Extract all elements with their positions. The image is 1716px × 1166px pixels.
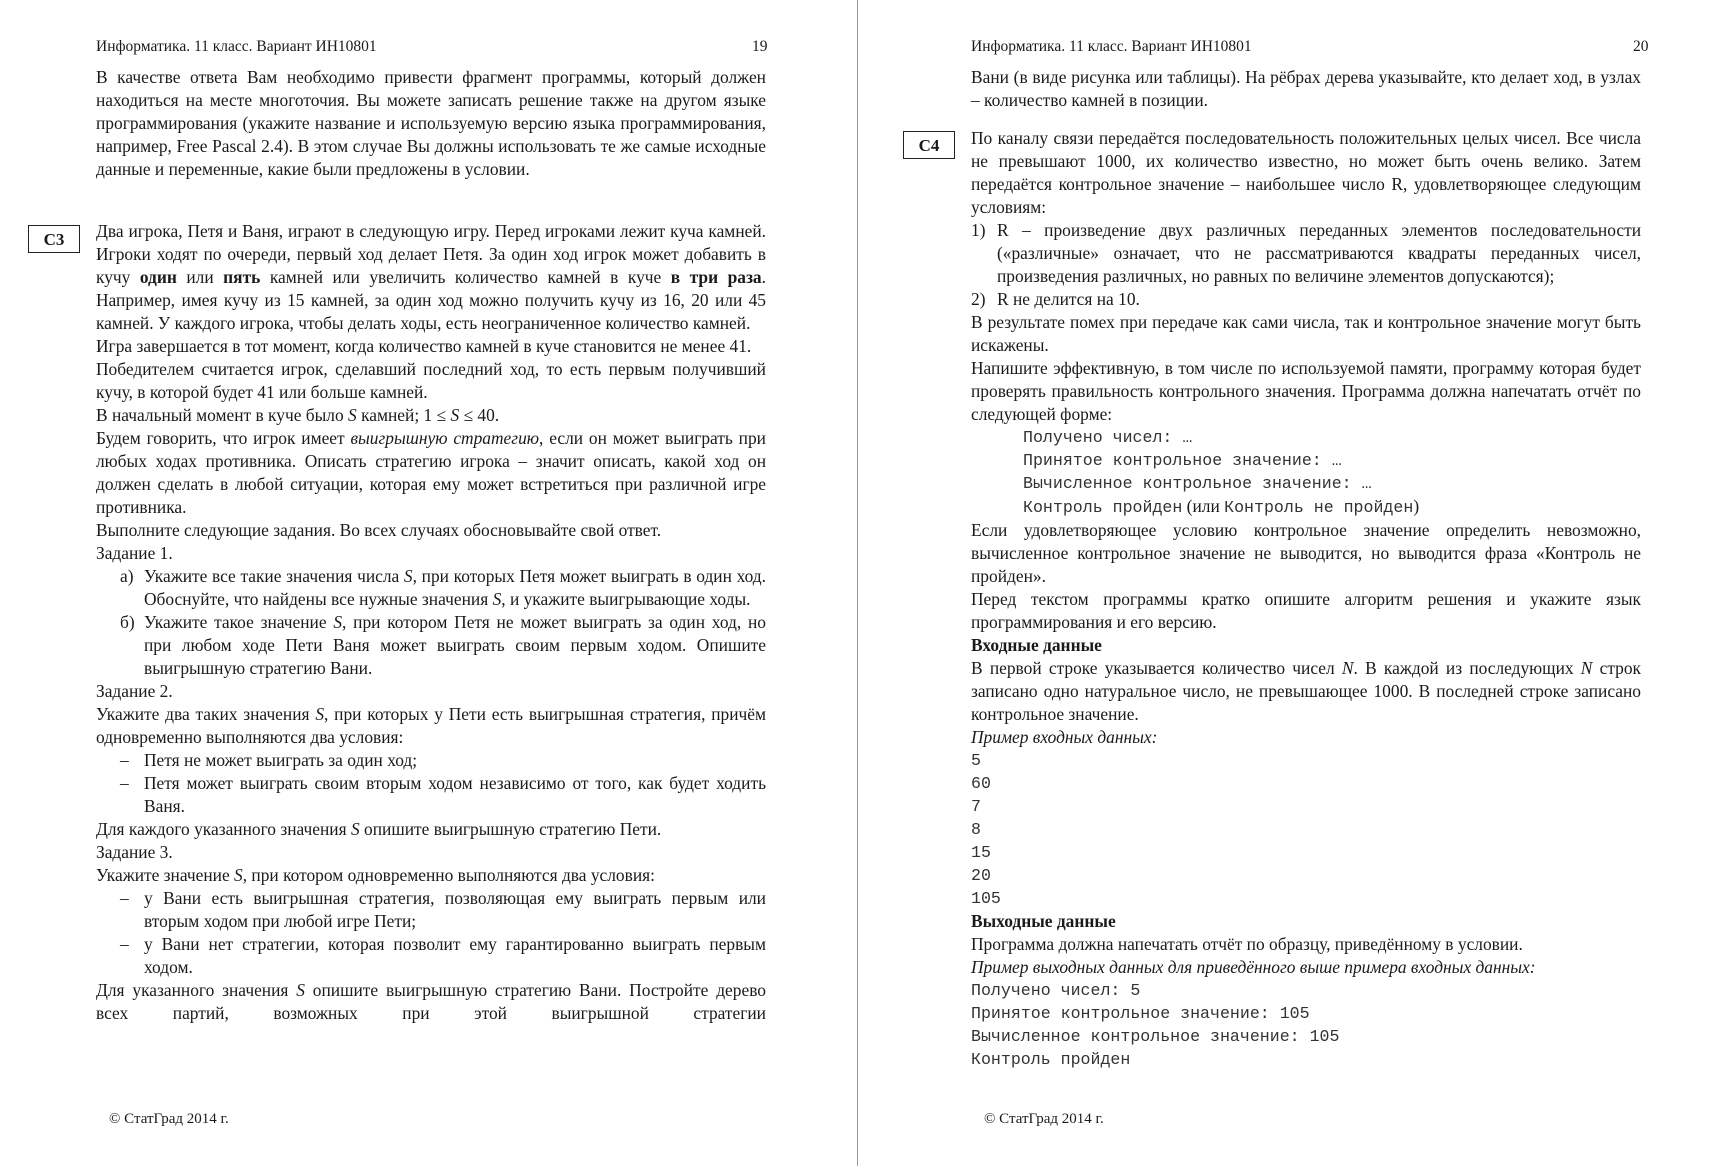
task-1a: а) Укажите все такие значения числа S, при которых Петя может выиграть в один ход. Обоснуйте, что найдены все нужные значения S, и укажите выигрывающие ходы. xyxy=(120,566,766,609)
task-1b: б) Укажите такое значение S, при котором Петя не может выиграть за один ход, но при любом ходе Пети Ваня может выиграть своим первым ходом. Опишите выигрышную стратегию Вани. xyxy=(120,612,766,678)
continuation-block xyxy=(971,66,1641,112)
form-line-4: Контроль пройден (или Контроль не пройден) xyxy=(1023,496,1420,517)
copyright: © СтатГрад 2014 г. xyxy=(109,1111,229,1127)
form-line-1: Получено чисел: … xyxy=(1023,428,1193,447)
task-label-c3: C3 xyxy=(28,225,80,253)
page-number: 20 xyxy=(1633,38,1649,55)
task-1-heading: Задание 1. xyxy=(96,543,173,563)
running-header: Информатика. 11 класс. Вариант ИН10801 xyxy=(96,38,377,55)
output-heading: Выходные данные xyxy=(971,911,1116,931)
form-line-3: Вычисленное контрольное значение: … xyxy=(1023,474,1372,493)
condition-1: 1) R – произведение двух различных переданных элементов последовательности («различные» означает, что не рассматриваются квадраты переданных чисел, произведения различных, но равных по величине элементов допускаются); xyxy=(971,220,1641,286)
input-line: 60 xyxy=(971,774,991,793)
task-2-condition-1: – Петя не может выиграть за один ход; xyxy=(120,750,418,770)
page-20 xyxy=(859,0,1716,1166)
task-2-paragraph: Укажите два таких значения S, при которых у Пети есть выигрышная стратегия, причём одновременно выполняются два условия: xyxy=(96,704,767,747)
c3-paragraph-5: Будем говорить, что игрок имеет выигрышную стратегию, если он может выиграть при любых ходах противника. Описать стратегию игрока – значит описать, какой ход он должен сделать в любой ситуации, которая ему может встретиться при различной игре противника. xyxy=(96,428,766,517)
c4-paragraph-4: Если удовлетворяющее условию контрольное значение определить невозможно, вычисленное контрольное значение не выводится, но выводится фраза «Контроль не пройден». xyxy=(971,520,1641,586)
task-3-paragraph: Укажите значение S, при котором одновременно выполняются два условия: xyxy=(96,865,655,885)
c3-paragraph-6: Выполните следующие задания. Во всех случаях обосновывайте свой ответ. xyxy=(96,520,662,540)
copyright: © СтатГрад 2014 г. xyxy=(984,1111,1104,1127)
input-example xyxy=(971,749,1641,910)
c3-paragraph-2: Игра завершается в тот момент, когда количество камней в куче становится не менее 41. xyxy=(96,336,752,356)
task-2-heading: Задание 2. xyxy=(96,681,173,701)
task-2-condition-2: – Петя может выиграть своим вторым ходом независимо от того, как будет ходить Ваня. xyxy=(120,773,766,816)
task-3-ending: Для указанного значения S опишите выигрышную стратегию Вани. Постройте дерево всех партий, возможных при этой выигрышной стратегии xyxy=(96,980,766,1023)
task-2-ending: Для каждого указанного значения S опишите выигрышную стратегию Пети. xyxy=(96,819,662,839)
c3-paragraph-1: Два игрока, Петя и Ваня, играют в следующую игру. Перед игроками лежит куча камней. Игроки ходят по очереди, первый ход делает Петя. За один ход игрок может добавить в кучу один или пять камней или увеличить количество камней в куче в три раза. Например, имея кучу из 15 камней, за один ход можно получить кучу из 16, 20 или 45 камней. У каждого игрока, чтобы делать ходы, есть неограниченное количество камней. xyxy=(96,221,766,333)
output-description: Программа должна напечатать отчёт по образцу, приведённому в условии. xyxy=(971,934,1523,954)
task-3-condition-1: – у Вани есть выигрышная стратегия, позволяющая ему выиграть первым или вторым ходом при любой игре Пети; xyxy=(120,888,766,931)
task-c3 xyxy=(96,220,766,1025)
c4-paragraph-2: В результате помех при передаче как сами числа, так и контрольное значение могут быть искажены. xyxy=(971,312,1641,355)
input-line: 7 xyxy=(971,797,981,816)
output-line: Получено чисел: 5 xyxy=(971,981,1141,1000)
form-line-2: Принятое контрольное значение: … xyxy=(1023,451,1342,470)
task-c4 xyxy=(971,127,1641,1071)
condition-2: 2) R не делится на 10. xyxy=(971,289,1140,309)
intro-block xyxy=(96,66,766,181)
page-number: 19 xyxy=(752,38,768,55)
input-line: 15 xyxy=(971,843,991,862)
input-example-label: Пример входных данных: xyxy=(971,727,1158,747)
output-line: Принятое контрольное значение: 105 xyxy=(971,1004,1310,1023)
output-example xyxy=(971,979,1641,1071)
c4-paragraph-1: По каналу связи передаётся последовательность положительных целых чисел. Все числа не превышают 1000, их количество известно, но может быть очень велико. Затем передаётся контрольное значение – наибольшее число R, удовлетворяющее следующим условиям: xyxy=(971,128,1641,217)
c3-paragraph-4: В начальный момент в куче было S камней; 1 ≤ S ≤ 40. xyxy=(96,405,500,425)
intro-paragraph: В качестве ответа Вам необходимо привести фрагмент программы, который должен находиться на месте многоточия. Вы можете записать решение также на другом языке программирования (укажите название и используемую версию языка программирования, например, Free Pascal 2.4). В этом случае Вы должны использовать те же самые исходные данные и переменные, какие были предложены в условии. xyxy=(96,67,766,179)
output-line: Вычисленное контрольное значение: 105 xyxy=(971,1027,1340,1046)
c3-paragraph-3: Победителем считается игрок, сделавший последний ход, то есть первым получивший кучу, в которой будет 41 или больше камней. xyxy=(96,359,766,402)
output-example-label: Пример выходных данных для приведённого выше примера входных данных: xyxy=(971,957,1536,977)
task-label-c4: C4 xyxy=(903,131,955,159)
c3-continuation: Вани (в виде рисунка или таблицы). На рёбрах дерева указывайте, кто делает ход, в узлах – количество камней в позиции. xyxy=(971,67,1641,110)
input-line: 105 xyxy=(971,889,1001,908)
input-heading: Входные данные xyxy=(971,635,1102,655)
task-3-heading: Задание 3. xyxy=(96,842,173,862)
input-line: 20 xyxy=(971,866,991,885)
output-line: Контроль пройден xyxy=(971,1050,1131,1069)
input-description: В первой строке указывается количество чисел N. В каждой из последующих N строк записано одно натуральное число, не превышающее 1000. В последней строке записано контрольное значение. xyxy=(971,658,1641,724)
report-form xyxy=(971,426,1641,519)
running-header: Информатика. 11 класс. Вариант ИН10801 xyxy=(971,38,1252,55)
input-line: 5 xyxy=(971,751,981,770)
task-3-condition-2: – у Вани нет стратегии, которая позволит ему гарантированно выиграть первым ходом. xyxy=(120,934,766,977)
c4-paragraph-5: Перед текстом программы кратко опишите алгоритм решения и укажите язык программирования и его версию. xyxy=(971,589,1641,632)
input-line: 8 xyxy=(971,820,981,839)
c4-paragraph-3: Напишите эффективную, в том числе по используемой памяти, программу которая будет проверять правильность контрольного значения. Программа должна напечатать отчёт по следующей форме: xyxy=(971,358,1641,424)
